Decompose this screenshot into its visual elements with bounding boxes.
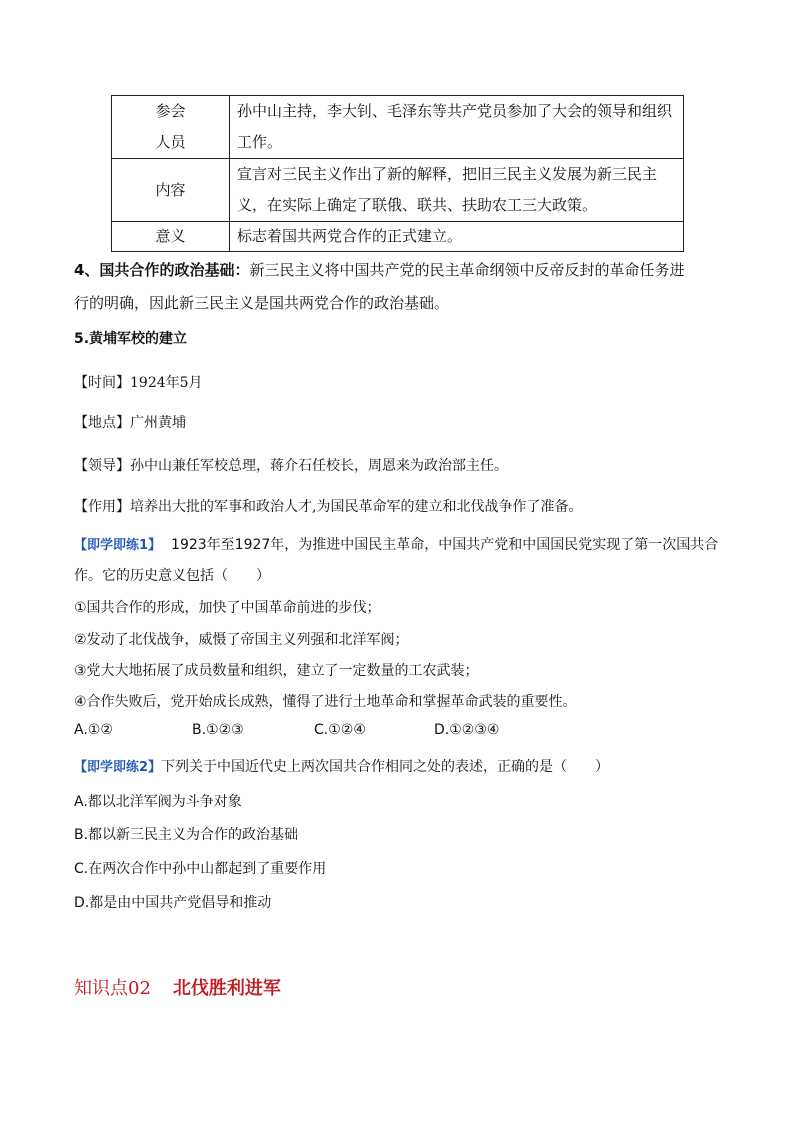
item-text: 孙中山兼任军校总理，蒋介石任校长，周恩来为政治部主任。 [130, 458, 508, 474]
knowledge-point-number: 知识点02 [74, 978, 151, 999]
drill1-statement: ④合作失败后，党开始成长成熟，懂得了进行土地革命和掌握革命武装的重要性。 [74, 694, 577, 710]
section4-text: 新三民主义将中国共产党的民主革命纲领中反帝反封的革命任务进 [249, 261, 685, 279]
drill1-options [74, 722, 499, 738]
drill2-option-b[interactable]: B.都以新三民主义为合作的政治基础 [74, 827, 299, 843]
knowledge-point-title: 北伐胜利进军 [172, 978, 281, 999]
drill1-stem-line2: 作。它的历史意义包括（ ） [74, 568, 270, 584]
drill1-option-c[interactable]: C.①②④ [314, 722, 366, 738]
drill2-tag: 【即学即练2】 [74, 760, 162, 775]
drill2-option-d[interactable]: D.都是由中国共产党倡导和推动 [74, 895, 272, 911]
table-value-significance: 标志着国共两党合作的正式建立。 [230, 222, 684, 252]
section4-title: 4、国共合作的政治基础： [74, 261, 250, 279]
section5-item-place [74, 412, 186, 432]
drill1-statement: ②发动了北伐战争，威慑了帝国主义列强和北洋军阀； [74, 632, 409, 648]
label-line: 参会 [155, 102, 186, 120]
table-label-participants [112, 96, 230, 159]
section4-line1 [74, 259, 684, 280]
item-text: 广州黄埔 [130, 415, 186, 431]
drill1-tag: 【即学即练1】 [74, 538, 162, 553]
drill2-stem: 下列关于中国近代史上两次国共合作相同之处的表述，正确的是（ ） [161, 759, 610, 775]
section4-line2: 行的明确，因此新三民主义是国共两党合作的政治基础。 [74, 294, 450, 312]
conference-info-table [111, 95, 684, 252]
item-text: 培养出大批的军事和政治人才,为国民革命军的建立和北伐战争作了准备。 [130, 499, 583, 515]
drill1-option-b[interactable]: B.①②③ [192, 722, 244, 738]
drill1-statement: ①国共合作的形成，加快了中国革命前进的步伐； [74, 600, 381, 616]
drill2-stem-line [74, 756, 609, 776]
drill1-option-a[interactable]: A.①② [74, 722, 113, 738]
item-tag: 【地点】 [74, 415, 130, 431]
drill2-option-c[interactable]: C.在两次合作中孙中山都起到了重要作用 [74, 861, 327, 877]
table-label-content: 内容 [112, 159, 230, 222]
item-tag: 【时间】 [74, 375, 130, 391]
table-row [112, 159, 684, 222]
drill1-statement: ③党大大地拓展了成员数量和组织，建立了一定数量的工农武装； [74, 663, 479, 679]
item-tag: 【作用】 [74, 499, 130, 515]
section5-title: 5.黄埔军校的建立 [74, 331, 188, 347]
drill1-stem: 1923年至1927年，为推进中国民主革命，中国共产党和中国国民党实现了第一次国共合 [171, 537, 719, 553]
section5-item-leaders [74, 455, 508, 475]
drill1-stem-line1 [74, 534, 718, 554]
section5-item-time [74, 372, 203, 392]
table-row [112, 96, 684, 159]
table-row [112, 222, 684, 252]
knowledge-point-heading [74, 974, 281, 1000]
table-value-participants: 孙中山主持，李大钊、毛泽东等共产党员参加了大会的领导和组织工作。 [230, 96, 684, 159]
item-tag: 【领导】 [74, 458, 130, 474]
label-line: 人员 [155, 133, 186, 151]
table-value-content: 宣言对三民主义作出了新的解释，把旧三民主义发展为新三民主义，在实际上确定了联俄、联共、扶助农工三大政策。 [230, 159, 684, 222]
table-label-significance: 意义 [112, 222, 230, 252]
item-text: 1924年5月 [130, 375, 203, 391]
drill1-option-d[interactable]: D.①②③④ [434, 722, 500, 738]
section5-item-role [74, 496, 582, 516]
drill2-option-a[interactable]: A.都以北洋军阀为斗争对象 [74, 794, 242, 810]
